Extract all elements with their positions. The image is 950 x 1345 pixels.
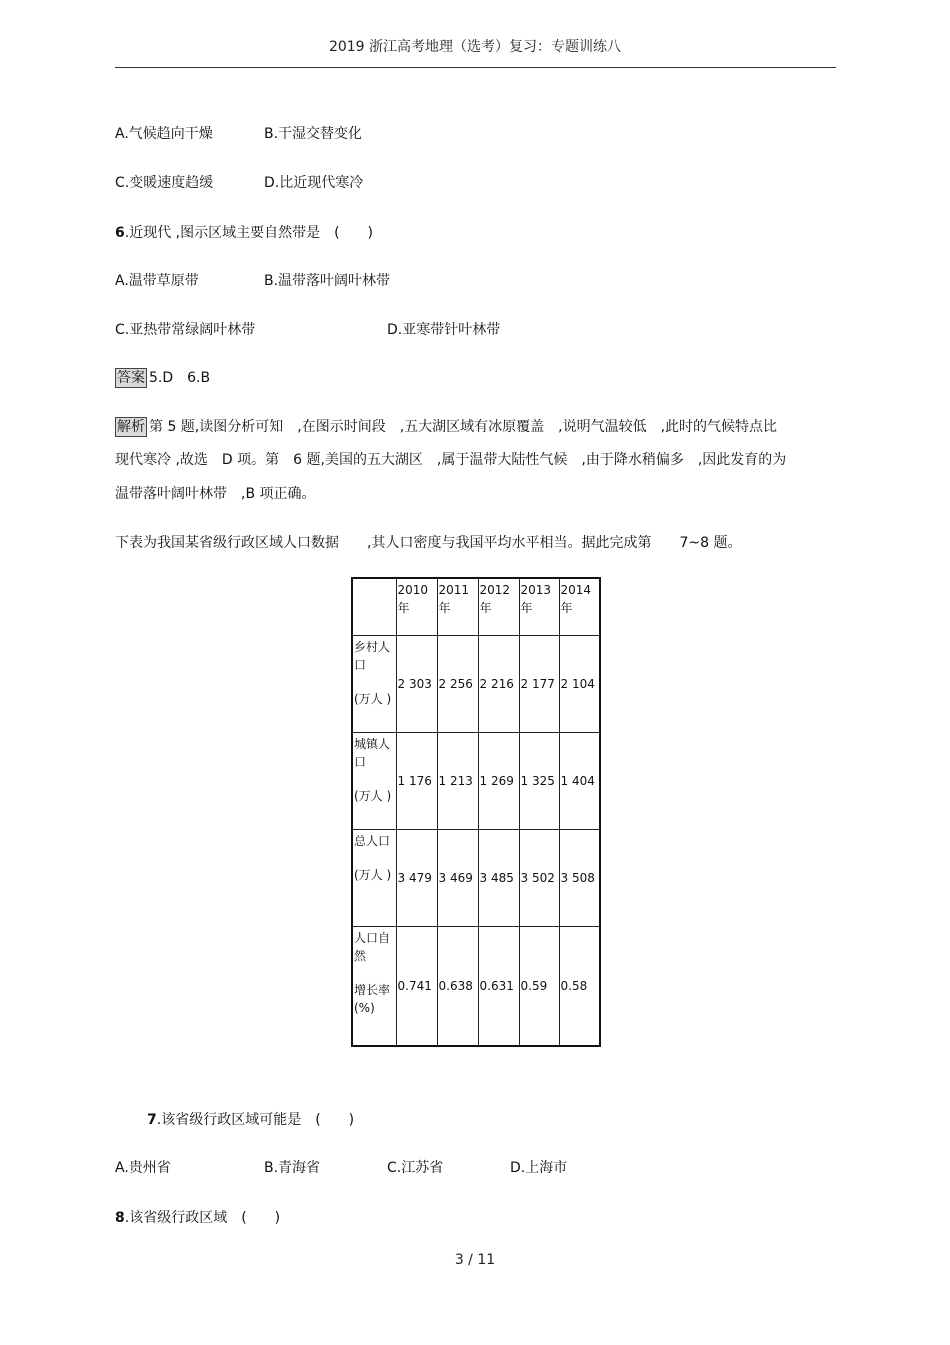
row-unit: (万人 ) bbox=[354, 868, 392, 882]
question-8-stem: .该省级行政区域 ( ) bbox=[124, 1210, 281, 1226]
question-7-stem: .该省级行政区域可能是 ( ) bbox=[156, 1112, 355, 1128]
year-header: 2013年 bbox=[519, 578, 559, 636]
row-label-cell bbox=[352, 636, 396, 733]
table-cell: 1 269 bbox=[478, 733, 519, 830]
table-cell: 0.631 bbox=[478, 927, 519, 1047]
row-label-cell bbox=[352, 733, 396, 830]
q6-option-a: A.温带草原带 bbox=[115, 273, 199, 289]
q5-option-d: D.比近现代寒冷 bbox=[264, 175, 364, 191]
row-label: 城镇人口 bbox=[354, 737, 391, 769]
q5-option-a: A.气候趋向干燥 bbox=[115, 126, 213, 142]
table-cell: 2 104 bbox=[559, 636, 600, 733]
population-table bbox=[351, 577, 601, 1047]
question-7 bbox=[147, 1110, 354, 1130]
row-unit: 增长率 (%) bbox=[354, 983, 391, 1015]
table-cell: 3 485 bbox=[478, 830, 519, 927]
table-cell: 3 508 bbox=[559, 830, 600, 927]
analysis-line-1 bbox=[115, 417, 777, 437]
q6-option-c: C.亚热带常绿阔叶林带 bbox=[115, 322, 256, 338]
analysis-line-3: 温带落叶阔叶林带 ,B 项正确。 bbox=[115, 486, 316, 502]
q5-option-b: B.干湿交替变化 bbox=[264, 126, 363, 142]
q7-option-d: D.上海市 bbox=[510, 1160, 568, 1176]
question-6 bbox=[115, 223, 373, 243]
answer-text: 5.D 6.B bbox=[149, 370, 211, 386]
table-row bbox=[352, 830, 600, 927]
row-label: 人口自然 bbox=[354, 931, 391, 963]
table-cell: 2 216 bbox=[478, 636, 519, 733]
table-cell: 3 469 bbox=[437, 830, 478, 927]
table-cell: 3 479 bbox=[396, 830, 437, 927]
analysis-line-2: 现代寒冷 ,故选 D 项。第 6 题,美国的五大湖区 ,属于温带大陆性气候 ,由于降水稍偏多 ,因此发育的为 bbox=[115, 452, 787, 468]
table-cell: 1 213 bbox=[437, 733, 478, 830]
year-header: 2010年 bbox=[396, 578, 437, 636]
row-unit: (万人 ) bbox=[354, 692, 392, 706]
table-intro: 下表为我国某省级行政区域人口数据 ,其人口密度与我国平均水平相当。据此完成第 7~8 题。 bbox=[115, 535, 742, 551]
q7-option-b: B.青海省 bbox=[264, 1160, 321, 1176]
question-8-number: 8 bbox=[115, 1210, 125, 1226]
q7-option-a: A.贵州省 bbox=[115, 1160, 171, 1176]
answer-tag: 答案 bbox=[117, 370, 145, 386]
table-cell: 2 303 bbox=[396, 636, 437, 733]
year-header: 2014年 bbox=[559, 578, 600, 636]
table-row bbox=[352, 927, 600, 1047]
table-cell: 2 177 bbox=[519, 636, 559, 733]
table-cell: 0.638 bbox=[437, 927, 478, 1047]
q6-option-b: B.温带落叶阔叶林带 bbox=[264, 273, 391, 289]
table-cell: 0.741 bbox=[396, 927, 437, 1047]
table-cell: 2 256 bbox=[437, 636, 478, 733]
row-unit: (万人 ) bbox=[354, 789, 392, 803]
q7-option-c: C.江苏省 bbox=[387, 1160, 444, 1176]
question-7-number: 7 bbox=[147, 1112, 157, 1128]
table-header-row bbox=[352, 578, 600, 636]
table-row bbox=[352, 636, 600, 733]
table-cell: 1 325 bbox=[519, 733, 559, 830]
table-cell: 0.59 bbox=[519, 927, 559, 1047]
page-number: 3 / 11 bbox=[454, 1252, 496, 1268]
analysis-tag: 解析 bbox=[117, 419, 145, 435]
table-cell: 1 176 bbox=[396, 733, 437, 830]
year-header: 2011年 bbox=[437, 578, 478, 636]
table-cell: 3 502 bbox=[519, 830, 559, 927]
year-header: 2012年 bbox=[478, 578, 519, 636]
answer-line bbox=[115, 368, 210, 388]
header-rule bbox=[115, 67, 836, 68]
row-label-cell bbox=[352, 830, 396, 927]
row-label: 总人口 bbox=[354, 834, 391, 848]
row-label-cell bbox=[352, 927, 396, 1047]
analysis-text-1: 第 5 题,读图分析可知 ,在图示时间段 ,五大湖区域有冰原覆盖 ,说明气温较低 ,此时的气候特点比 bbox=[149, 419, 778, 435]
question-8 bbox=[115, 1208, 280, 1228]
table-corner-cell bbox=[352, 578, 396, 636]
question-6-number: 6 bbox=[115, 225, 125, 241]
q5-option-c: C.变暖速度趋缓 bbox=[115, 175, 214, 191]
q6-option-d: D.亚寒带针叶林带 bbox=[387, 322, 501, 338]
table-row bbox=[352, 733, 600, 830]
table-cell: 0.58 bbox=[559, 927, 600, 1047]
page-header: 2019 浙江高考地理（选考）复习：专题训练八 bbox=[328, 39, 622, 55]
row-label: 乡村人口 bbox=[354, 640, 391, 672]
question-6-stem: .近现代 ,图示区域主要自然带是 ( ) bbox=[124, 225, 374, 241]
table-cell: 1 404 bbox=[559, 733, 600, 830]
